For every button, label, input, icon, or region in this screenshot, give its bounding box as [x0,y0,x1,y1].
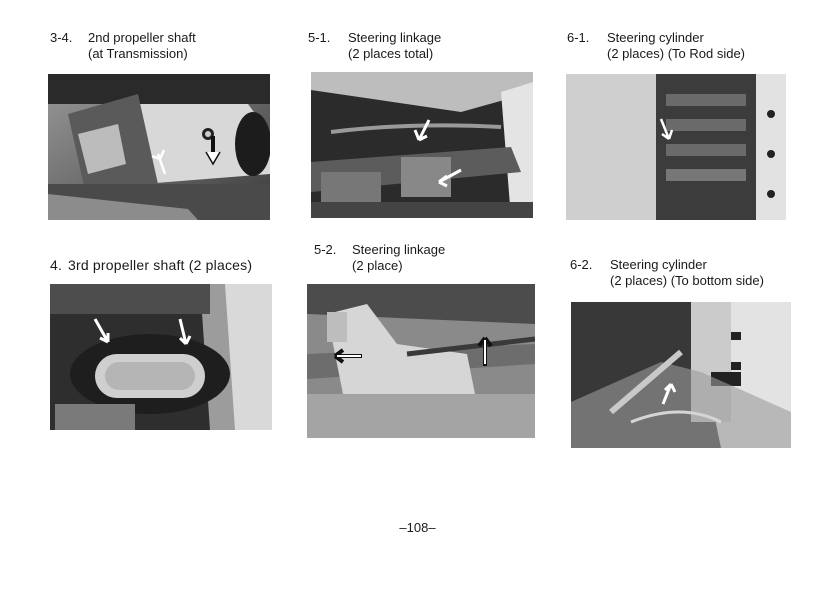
caption-number: 6-1. [567,30,590,45]
caption-6-2 [570,257,764,289]
caption-title: Steering cylinder [610,257,707,272]
caption-subtitle: (2 place) [352,258,403,273]
page-number: –108– [399,520,436,535]
photo-steering-linkage-1 [311,72,533,218]
caption-number: 3-4. [50,30,73,45]
photo-steering-cylinder-rod-side [566,74,786,220]
caption-number: 6-2. [570,257,593,272]
caption-6-1 [567,30,745,62]
caption-subtitle: (2 places) (To bottom side) [610,273,764,288]
photo-3rd-propeller-shaft [50,284,272,430]
caption-4 [50,257,252,273]
caption-title: Steering linkage [352,242,446,257]
caption-number: 4. [50,257,63,273]
caption-number: 5-2. [314,242,337,257]
caption-title: Steering linkage [348,30,442,45]
caption-3-4 [50,30,196,62]
caption-subtitle: (2 places) (To Rod side) [607,46,745,61]
photo-steering-linkage-2 [307,284,535,438]
caption-number: 5-1. [308,30,331,45]
caption-title: 3rd propeller shaft (2 places) [68,257,253,273]
photo-steering-cylinder-bottom-side [571,302,791,448]
caption-title: Steering cylinder [607,30,704,45]
photo-2nd-propeller-shaft [48,74,270,220]
caption-5-1 [308,30,441,62]
caption-5-2 [314,242,445,274]
caption-title: 2nd propeller shaft [88,30,196,45]
caption-subtitle: (at Transmission) [88,46,188,61]
caption-subtitle: (2 places total) [348,46,434,61]
